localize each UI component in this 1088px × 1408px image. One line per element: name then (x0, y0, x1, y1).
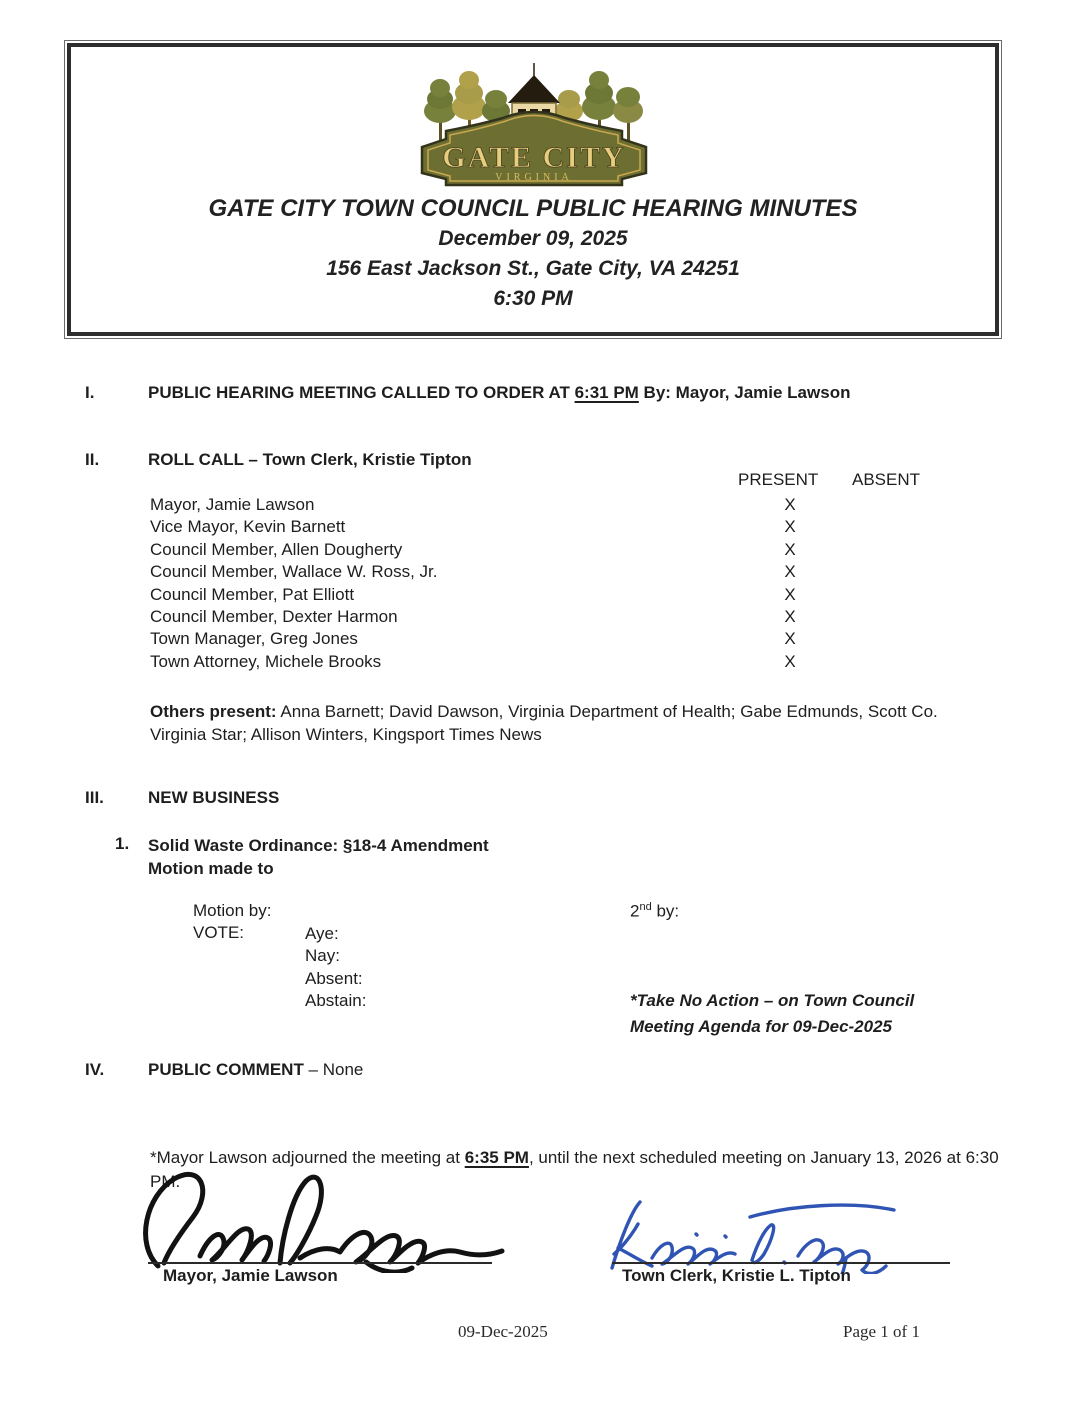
section-public-comment (85, 1060, 1025, 1080)
public-comment-text (148, 1060, 363, 1080)
attendee-name: Council Member, Allen Dougherty (150, 539, 403, 559)
second-by-tail: by: (651, 901, 680, 921)
absent-mark (845, 651, 935, 673)
public-comment-tail: – None (303, 1060, 364, 1079)
second-by-sup: nd (639, 901, 652, 913)
logo-subtitle-text: VIRGINIA (495, 172, 573, 183)
table-row (150, 494, 950, 516)
absent-mark (845, 539, 935, 561)
mayor-signature-label: Mayor, Jamie Lawson (163, 1266, 338, 1285)
vote-options (305, 923, 366, 1013)
document-date: December 09, 2025 (438, 227, 628, 250)
new-business-heading: NEW BUSINESS (148, 788, 280, 807)
note-line-2: Meeting Agenda for 09-Dec-2025 (630, 1017, 892, 1036)
present-mark: X (784, 607, 796, 627)
new-business-item-1 (115, 834, 1015, 880)
second-by-num: 2 (630, 901, 640, 921)
section-numeral: IV. (85, 1060, 105, 1079)
table-row (150, 651, 950, 673)
attendee-name: Mayor, Jamie Lawson (150, 495, 315, 514)
document-address: 156 East Jackson St., Gate City, VA 24251 (326, 257, 740, 280)
absent-mark (845, 516, 935, 538)
call-to-order-lead: PUBLIC HEARING MEETING CALLED TO ORDER AT (148, 383, 575, 402)
table-row (150, 628, 950, 650)
table-row (150, 516, 950, 538)
item-text (148, 834, 489, 880)
footer-page-number: Page 1 of 1 (843, 1322, 920, 1341)
clerk-signature-label: Town Clerk, Kristie L. Tipton (622, 1266, 851, 1285)
item-motion-line: Motion made to (148, 859, 274, 878)
vote-option-absent: Absent: (305, 968, 363, 988)
others-present-paragraph (150, 700, 995, 746)
adjourn-tail: , until the next scheduled meeting on January 13, 2026 at 6:30 PM. (150, 1148, 999, 1191)
header-box (67, 43, 999, 336)
mayor-signature-line (148, 1262, 492, 1264)
adjourn-lead: *Mayor Lawson adjourned the meeting at (150, 1148, 465, 1167)
attendee-name: Vice Mayor, Kevin Barnett (150, 517, 346, 537)
take-no-action-note (630, 988, 980, 1040)
item-number: 1. (115, 834, 130, 853)
gate-city-logo-graphic (408, 61, 658, 193)
present-mark: X (784, 517, 796, 537)
adjournment-paragraph (150, 1146, 1010, 1194)
roll-call-table (150, 494, 950, 673)
attendee-name: Council Member, Wallace W. Ross, Jr. (150, 562, 438, 582)
section-new-business (85, 788, 1025, 808)
logo-name-text: GATE CITY (442, 141, 626, 174)
absent-mark (845, 628, 935, 650)
note-line-1: *Take No Action – on Town Council (630, 991, 915, 1010)
table-row (150, 539, 950, 561)
logo-plaque (422, 112, 646, 185)
others-present-label: Others present: (150, 702, 277, 721)
present-mark: X (784, 495, 796, 514)
section-numeral: I. (85, 383, 95, 402)
adjourn-time: 6:35 PM (464, 1148, 529, 1167)
vote-label: VOTE: (193, 923, 245, 942)
motion-by-label: Motion by: (193, 901, 272, 920)
item-title: Solid Waste Ordinance: §18-4 Amendment (148, 836, 489, 855)
gate-city-logo (408, 61, 658, 193)
section-roll-call (85, 450, 1025, 470)
roll-call-heading: ROLL CALL – Town Clerk, Kristie Tipton (148, 450, 472, 469)
table-row (150, 584, 950, 606)
attendee-name: Council Member, Dexter Harmon (150, 607, 398, 627)
attendee-name: Town Attorney, Michele Brooks (150, 651, 382, 671)
table-row (150, 606, 950, 628)
document-title: GATE CITY TOWN COUNCIL PUBLIC HEARING MINUTES (208, 195, 858, 222)
call-to-order-time: 6:31 PM (574, 383, 639, 402)
present-column-header: PRESENT (738, 470, 819, 489)
public-comment-heading: PUBLIC COMMENT (148, 1060, 304, 1079)
clerk-signature-line (612, 1262, 950, 1264)
table-row (150, 561, 950, 583)
second-by-label (630, 901, 679, 922)
vote-option-aye: Aye: (305, 924, 339, 943)
present-mark: X (784, 539, 796, 559)
footer-date: 09-Dec-2025 (458, 1322, 548, 1341)
absent-mark (845, 606, 935, 628)
present-mark: X (784, 629, 796, 649)
vote-option-nay: Nay: (305, 946, 340, 966)
call-to-order-text (148, 383, 850, 403)
section-call-to-order (85, 383, 1025, 403)
vote-option-abstain: Abstain: (305, 991, 367, 1011)
absent-mark (845, 494, 935, 516)
document-time: 6:30 PM (493, 287, 573, 310)
call-to-order-tail: By: Mayor, Jamie Lawson (638, 383, 851, 402)
others-present-text: Anna Barnett; David Dawson, Virginia Department of Health; Gabe Edmunds, Scott Co. Virginia Star; Allison Winters, Kingsport Times News (150, 702, 938, 744)
absent-mark (845, 561, 935, 583)
section-numeral: II. (85, 450, 100, 469)
section-numeral: III. (85, 788, 104, 807)
present-mark: X (784, 651, 796, 671)
absent-mark (845, 584, 935, 606)
absent-column-header: ABSENT (852, 470, 921, 489)
attendee-name: Council Member, Pat Elliott (150, 584, 355, 604)
present-mark: X (784, 584, 796, 604)
attendee-name: Town Manager, Greg Jones (150, 629, 358, 649)
present-mark: X (784, 562, 796, 582)
